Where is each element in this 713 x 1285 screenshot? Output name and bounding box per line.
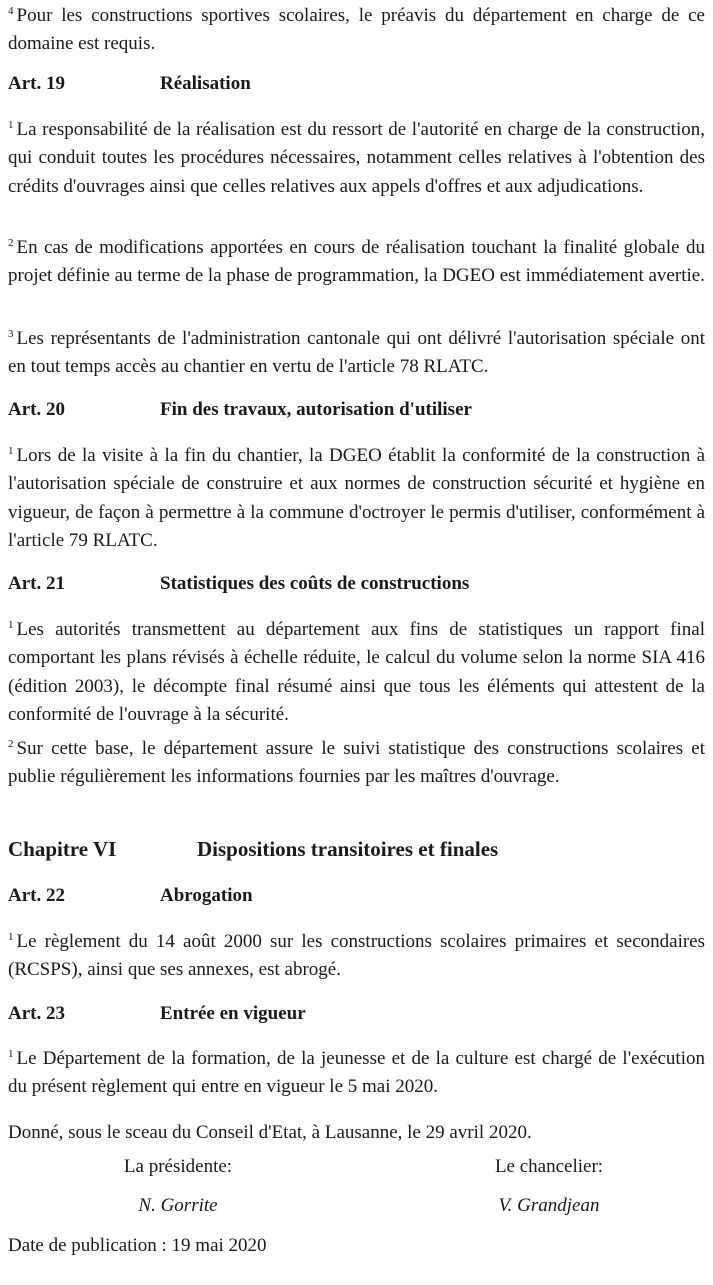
paragraph — [8, 442, 705, 556]
article-title: Abrogation — [160, 885, 253, 906]
article-title: Statistiques des coûts de constructions — [160, 573, 470, 594]
signature-line — [8, 1119, 705, 1147]
paragraph — [8, 234, 705, 291]
alinea-number: 2 — [8, 237, 14, 249]
signature-names — [8, 1194, 713, 1218]
article-number: Art. 22 — [8, 885, 65, 906]
article-title: Réalisation — [160, 73, 251, 94]
paragraph — [8, 616, 705, 730]
alinea-number: 1 — [8, 119, 14, 131]
paragraph-text: Le Département de la formation, de la jeunesse et de la culture est chargé de l'exécution du présent règlement qui entre en vigueur le 5 mai 2020. — [8, 1048, 705, 1098]
paragraph — [8, 2, 705, 59]
president-role: La présidente: — [123, 1156, 233, 1177]
alinea-number: 1 — [8, 1048, 14, 1060]
paragraph — [8, 1045, 705, 1102]
paragraph-text: Lors de la visite à la fin du chantier, la DGEO établit la conformité de la construction à l'autorisation spéciale de construire et aux normes de construction sécurité et hygiène en vigueur, de façon à permettre à la commune d'octroyer le permis d'utiliser, conformément à l'article 79 RLATC. — [8, 445, 705, 552]
article-heading — [8, 72, 705, 96]
paragraph-text: En cas de modifications apportées en cours de réalisation touchant la finalité globale du projet définie au terme de la phase de programmation, la DGEO est immédiatement avertie. — [8, 237, 705, 287]
president-name: N. Gorrite — [138, 1195, 218, 1216]
article-title: Fin des travaux, autorisation d'utiliser — [160, 399, 472, 420]
paragraph-text: Sur cette base, le département assure le suivi statistique des constructions scolaires et publie régulièrement les informations fournies par les maîtres d'ouvrage. — [8, 738, 705, 788]
paragraph-text: La responsabilité de la réalisation est du ressort de l'autorité en charge de la construction, qui conduit toutes les procédures nécessaires, notamment celles relatives à l'obtention des crédits d'ouvrages ainsi que celles relatives aux appels d'offres et aux adjudications. — [8, 119, 705, 197]
article-number: Art. 19 — [8, 73, 65, 94]
article-heading — [8, 1002, 705, 1026]
paragraph — [8, 116, 705, 201]
article-number: Art. 20 — [8, 399, 65, 420]
paragraph — [8, 928, 705, 985]
paragraph-text: Les autorités transmettent au département aux fins de statistiques un rapport final comportant les plans révisés à échelle réduite, le calcul du volume selon la norme SIA 416 (édition 2003), le décompte final résumé ainsi que tous les éléments qui attestent de la conformité de l'ouvrage à la sécurité. — [8, 619, 705, 726]
article-title: Entrée en vigueur — [160, 1003, 306, 1024]
alinea-number: 4 — [8, 5, 14, 17]
paragraph — [8, 735, 705, 792]
alinea-number: 2 — [8, 738, 14, 750]
article-heading — [8, 572, 705, 596]
chancellor-role: Le chancelier: — [494, 1156, 604, 1177]
article-heading — [8, 884, 705, 908]
chapter-number: Chapitre VI — [8, 837, 117, 861]
publication-date: Date de publication : 19 mai 2020 — [8, 1235, 267, 1256]
signature-roles — [8, 1155, 713, 1179]
chapter-heading — [8, 836, 705, 862]
alinea-number: 1 — [8, 931, 14, 943]
paragraph-text: Donné, sous le sceau du Conseil d'Etat, à Lausanne, le 29 avril 2020. — [8, 1122, 532, 1143]
paragraph-text: Les représentants de l'administration cantonale qui ont délivré l'autorisation spéciale ont en tout temps accès au chantier en vertu de l'article 78 RLATC. — [8, 328, 705, 378]
article-number: Art. 23 — [8, 1003, 65, 1024]
article-heading — [8, 398, 705, 422]
chapter-title: Dispositions transitoires et finales — [197, 837, 499, 861]
paragraph-text: Pour les constructions sportives scolaires, le préavis du département en charge de ce domaine est requis. — [8, 5, 705, 55]
alinea-number: 1 — [8, 445, 14, 457]
paragraph-text: Le règlement du 14 août 2000 sur les constructions scolaires primaires et secondaires (RCSPS), ainsi que ses annexes, est abrogé. — [8, 931, 705, 981]
alinea-number: 1 — [8, 619, 14, 631]
alinea-number: 3 — [8, 328, 14, 340]
chancellor-name: V. Grandjean — [498, 1195, 600, 1216]
paragraph — [8, 325, 705, 382]
article-number: Art. 21 — [8, 573, 65, 594]
